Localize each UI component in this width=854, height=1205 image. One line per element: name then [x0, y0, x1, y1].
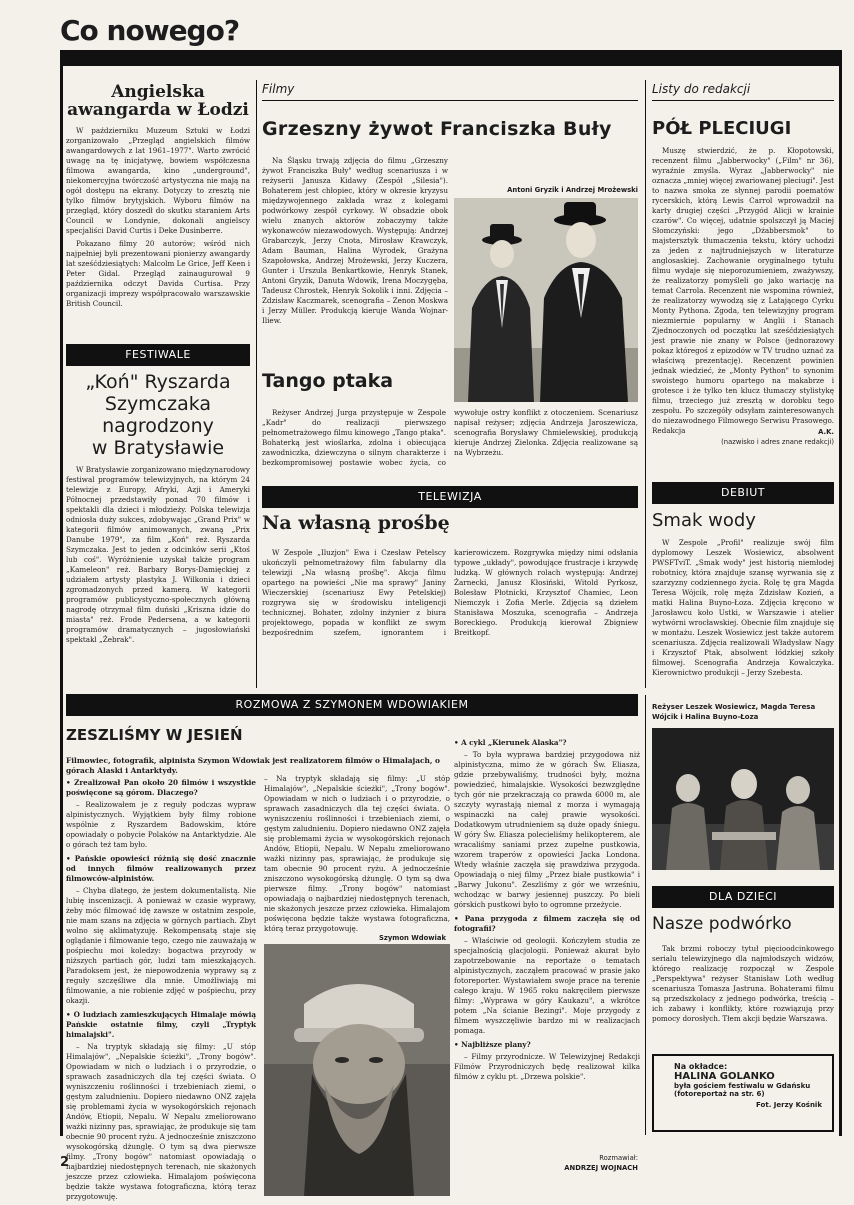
headline-smak-wody: Smak wody	[652, 510, 756, 531]
section-bar-debiut: DEBIUT	[652, 482, 834, 504]
section-bar-rozmowa: ROZMOWA Z SZYMONEM WDOWIAKIEM	[66, 694, 638, 716]
section-bar-festiwale: FESTIWALE	[66, 344, 250, 366]
headline: „Koń" Ryszarda	[85, 371, 231, 393]
letter-signature-note: (nazwisko i adres znane redakcji)	[721, 438, 834, 446]
headline-pol-pleciugi: PÓŁ PLECIUGI	[652, 118, 792, 139]
page-number: 2	[60, 1155, 70, 1170]
headline: nagrodzony	[102, 414, 214, 437]
photo-credit: Antoni Gryzik i Andrzej Mrożewski	[507, 186, 638, 194]
article-na-wlasna-prosbe-body	[262, 548, 638, 680]
headline-grzeszny-zywot: Grzeszny żywot Franciszka Buły	[262, 118, 612, 140]
headline-zeszlismy-w-jesien: ZESZLIŚMY W JESIEŃ	[66, 726, 243, 744]
paragraph: Muszę stwierdzić, że p. Kłopotowski, recenzent filmu „Jabberwocky" („Film" nr 36), wyraźnie zmyśla. Wyraz „Jabberwocky" nie oznacza „mniej więcej zwariowanej pleciugi". Jest to nazwa smoka ze słynnej parodii poematów rycerskich, którą Lewis Carrol wprowadził na karty drugiej części „Przygód Alicji w krainie czarów". Co więcej, udatnie spolszczył ją Maciej Słomczyński: jego „Dżabbersmok" to majstersztyk tłumaczenia tekstu, który uchodzi za jeden z najtrudniejszych w literaturze anglosaskiej. Zachowanie oryginalnego tytułu filmu wydaje się nieporozumieniem, zważywszy, że realizatorzy pomyśleli go jako wariację na temat Carrola. Recenzent nie wspomina również, że realizatorzy wywodzą się z Latającego Cyrku Monty Pythona. Zgoda, ten telewizyjny program niezmiernie popularny w Anglii i Stanach Zjednoczonych od początku lat sześćdziesiątych jest prawie nie znany w Polsce (jednorazowy pokaz któregoś z epizodów w TV trudno uznać za właściwą prezentację). Recenzent powinien jednak wiedzieć, że „Monty Python" to synonim swoistego humoru opartego na makabrze i grotesce i że tylko ten klucz tłumaczy stylistykę filmu, trzeciego już zresztą w dorobku tego zespołu. Po szczegóły odsyłam zainteresowanych do niezawodnego Filmowego Serwisu Prasowego. Redakcja	[652, 146, 834, 435]
section-rule	[262, 100, 638, 101]
paragraph: Na Śląsku trwają zdjęcia do filmu „Grzeszny żywot Franciszka Buły" według scenariusza i w reżyserii Janusza Kidawy (Zespół „Silesia"). Bohaterem jest chłopiec, który w okresie kryzysu międzywojennego zakłada wraz z kolegami podwórkowy zespół cyrkowy. W obsadzie obok wielu znanych aktorów zobaczymy także wykonawców niezawodowych. Występują: Andrzej Grabarczyk, Jerzy Cnota, Mirosław Krawczyk, Adam Bauman, Halina Wyrodek, Grażyna Szapołowska, Andrzej Mrożewski, Jerzy Kuczera, Gunter i Urszula Benkartkowie, Henryk Stanek, Antoni Gryzik, Danuta Wdowik, Irena Moczygęba, Tadeusz Chrostek, Henryk Sokolik i inni. Zdjęcia – Zdzisław Kaczmarek, scenografia – Zenon Moskwa i Jerzy Müller. Produkcją kieruje Wanda Wojnar-Iliew.	[262, 156, 448, 325]
interview-question: • A cykl „Kierunek Alaska"?	[454, 738, 567, 747]
paragraph: Tak brzmi roboczy tytuł pięcioodcinkowego serialu telewizyjnego dla najmłodszych widzów, którego realizację rozpoczął w Zespole „Perspektywa" reżyser Stanisław Loth według scenariusza Tomasza Jastruna. Bohaterami filmu są przedszkolacy z jednego podwórka, treścią – ich zabawy i konflikty, które rozwiązują przy pomocy dorosłych. Tłem akcji będzie Warszawa.	[652, 944, 834, 1023]
interview-answer: – Właściwie od geologii. Kończyłem studia ze specjalnością glacjologii. Ponieważ akurat było zapotrzebowanie na reportaże o tematach alpinistycznych, zacząłem pracować w prasie jako fotoreporter. Wystawiałem swoje prace na terenie całego kraju. W 1965 roku nakręciłem pierwsze filmy: „Wyprawa w góry Kaukazu", a wkrótce potem „Na ścianie Bezingi". Moje przygody z filmem wyszczęliwie bardzo mi w realizacjach pomaga.	[454, 936, 640, 1035]
paragraph: W Zespole „Profil" realizuje swój film dyplomowy Leszek Wosiewicz, absolwent PWSFTviT. „Smak wody" jest historią niemłodej robotnicy, która znajduje szansę wyrwania się z szarzyzny codziennego życia. Rolę tę gra Magda Teresa Wójcik, rolę męża Zdzisław Kozień, a matki Halina Buyno-Łoza. Zdjęcia kręcono w Jarosławcu koło Ustki, w Warszawie i atelier wytwórni wrocławskiej. Obecnie film znajduje się w montażu. Leszek Wosiewicz jest także autorem scenariusza. Zdjęcia realizowali Władysław Nagy i Krzysztof Ptak, absolwent łódzkiej szkoły filmowej. Scenografia Andrzeja Kowalczyka. Kierownictwo produkcji – Jerzy Szebesta.	[652, 538, 834, 677]
photo-actors	[454, 198, 638, 402]
article-tango-ptaka-body	[262, 408, 638, 470]
interview-answer: – Realizowałem je z reguły podczas wypraw alpinistycznych. Wyjątkiem były filmy robione wspólnie z Ryszardem Badowskim, które opowiadały o pobycie Polaków na Antarktydzie. Ale o górach też tam było.	[66, 800, 256, 849]
cover-note-label: Na okładce:	[674, 1062, 728, 1071]
masthead: Co nowego?	[60, 14, 240, 47]
headline-tango-ptaka: Tango ptaka	[262, 370, 394, 392]
headline-nasze-podworko: Nasze podwórko	[652, 914, 792, 934]
paragraph: W Zespole „Iluzjon" Ewa i Czesław Petelscy ukończyli pełnometrażowy film fabularny dla telewizji „Na własną prośbę". Akcja filmu opartego na powieści „Nie ma sprawy" Janiny Wieczerskiej (scenariusz Ewy Petelskiej) rozgrywa się w środowisku inteligencji technicznej. Bohater, zdolny inżynier z biura projektowego, popada w konflikt ze swym bezpośrednim szefem, ignorantem i karierowiczem. Rozgrywka między nimi odsłania typowe „układy", powodujące frustracje i krzywdę ludzką. W głównych rolach występują: Andrzej Żarnecki, Janusz Kłosiński, Witold Pyrkosz, Bolesław Płotnicki, Krzysztof Chamiec, Leon Niemczyk i Zofia Merle. Zdjęcia są dziełem Stanisława Moszuka, scenografia – Andrzeja Boreckiego. Produkcją kierował Zbigniew Breitkopf.	[262, 548, 638, 637]
headline-na-wlasna-prosbe: Na własną prośbę	[262, 512, 450, 534]
interview-question: • Najbliższe plany?	[454, 1040, 531, 1049]
section-bar-telewizja: TELEWIZJA	[262, 486, 638, 508]
interview-answer: – Na tryptyk składają się filmy: „U stóp Himalajów", „Nepalskie ścieżki", „Trony bogów". Opowiadam w nich o ludziach i o przyrodzie, o sprawach zasadniczych dla tej części świata. O wyniszczeniu roślinności i trzebieniach ziemi, o gęstym zaludnieniu. Dopiero niedawno ONZ zajęła się problemami życia w wysokogórskich rejonach Andów, Etiopii, Nepalu. W Nepalu zmeliorowano ważki nizinny pas, sprawiając, że produkuje się tam obecnie 90 procent ryżu. A jednocześnie zniszczono wysokogórską dżunglę. O tym są dwa pierwsze filmy. „Trony bogów" natomiast opowiadają o najbardziej niedostępnych terenach, nie skażonych jeszcze przez człowieka. Himalajom poświęcona będzie także wystawa fotograficzna, którą teraz przygotowuję.	[264, 774, 450, 933]
paragraph: W Bratysławie zorganizowano międzynarodowy festiwal programów telewizyjnych, na którym 24 telewizje z Europy, Afryki, Azji i Ameryki Północnej przedstawiły ponad 70 filmów i spektakli dla dzieci i młodzieży. Polska telewizja odniosła duży sukces, zdobywając „Grand Prix" w kategorii filmów animowanych, zwaną „Prix Danube 1979", za film „Koń" reż. Ryszarda Szymczaka. Jest to jeden z odcinków serii „Ktoś lub coś". Wyróżnienie uzyskał także program „Kameleon" reż. Barbary Borys-Damięckiej z udziałem artysty plastyka J. Wilkonia i dzieci zgromadzonych przed kamerą. W kategorii programów publicystyczno-społecznych główną nagrodę otrzymał film duński „Kriszna idzie do miasta" reż. Frode Pedersena, a w kategorii programów dramatycznych – jugosłowiański spektakl „Żebrak".	[66, 465, 250, 645]
section-label-filmy: Filmy	[262, 82, 295, 96]
interview-question: • Pańskie opowieści różnią się dość znacznie od innych filmów realizowanych przez filmowców-alpinistów.	[66, 854, 256, 883]
interviewer-label: Rozmawiał:	[599, 1154, 638, 1162]
photo-caption-smak-wody: Reżyser Leszek Wosiewicz, Magda Teresa Wójcik i Halina Buyno-Łoza	[652, 703, 816, 721]
photo-portrait-illustration	[264, 944, 450, 1196]
photo-smak-wody	[652, 728, 834, 870]
interview-answer: – Filmy przyrodnicze. W Telewizyjnej Redakcji Filmów Przyrodniczych będę realizował kilka filmów z cyklu pt. „Drzewa polskie".	[454, 1052, 640, 1081]
interview-column-1	[66, 774, 256, 1201]
interview-lead: Filmowiec, fotografik, alpinista Szymon Wdowiak jest realizatorem filmów o Himalajach, o górach Alaski i Antarktydy.	[66, 756, 440, 775]
interview-answer: – Na tryptyk składają się filmy: „U stóp Himalajów", „Nepalskie ścieżki", „Trony bogów". Opowiadam w nich o ludziach i o przyrodzie, o sprawach zasadniczych dla tej części świata. O wyniszczeniu roślinności i trzebieniach ziemi, o gęstym zaludnieniu. Dopiero niedawno ONZ zajęła się problemami życia w wysokogórskich rejonach Andów, Etiopii, Nepalu. W Nepalu zmeliorowano ważki nizinny pas, sprawiając, że produkuje się tam obecnie 90 procent ryżu. A jednocześnie zniszczono wysokogórską dżunglę. O tym są dwa pierwsze filmy. „Trony bogów" natomiast opowiadają o najbardziej niedostępnych terenach, nie skażonych jeszcze przez człowieka. Himalajom poświęcona będzie także wystawa fotograficzna, którą teraz przygotowuję.	[66, 1042, 256, 1201]
interview-question: • Pana przygoda z filmem zaczęła się od fotografii?	[454, 914, 640, 933]
article-kon-szymczaka	[66, 372, 250, 681]
cover-note-text: (fotoreportaż na str. 6)	[674, 1090, 765, 1098]
paragraph: W październiku Muzeum Sztuki w Łodzi zorganizowało „Przegląd angielskich filmów awangardowych z lat 1961–1977". Warto zwrócić uwagę na tę inicjatywę, bowiem współczesna filmowa awangarda, kino „underground", niekomercyjna twórczość artystyczna nie mają na ogół dostępu na ekrany. Dotyczy to zresztą nie tylko filmów brytyjskich. Wyboru filmów na przegląd, który doszedł do skutku staraniem Arts Council w Londynie, dokonali angielscy specjaliści David Curtis i Deke Dusinberre.	[66, 125, 250, 235]
interview-answer: – To była wyprawa bardziej przygodowa niż alpinistyczna, mimo że w górach Św. Eliasza, gdzie przebywaliśmy, trudności były, można powiedzieć, himalajskie. Wysokości bezwzględne tych gór nie przekraczają co prawda 6000 m, ale szczyty wyrastają niemal z morza i wymagają wspinaczki na całej prawie wysokości. Dodatkowym utrudnieniem są duże opady śniegu. W góry Św. Eliasza polecieliśmy helikopterem, ale wracaliśmy saniami przez zupełne pustkowia, wzorem traperów z opowieści Jacka Londona. Wtedy właśnie zaczęła się prawdziwa przygoda. Opowiadają o niej filmy „Przez białe pustkowia" i „Barwy Jukonu". Zeszliśmy z gór we wrześniu, wchodząc w barwy jesiennej puszczy. Po bieli górskich pustkowi było to ogromne przeżycie.	[454, 750, 640, 909]
frame-left-rule	[60, 66, 63, 1136]
headline: Angielska	[111, 82, 205, 102]
interview-question: • O ludziach zamieszkujących Himalaje mówią Pańskie ostatnie filmy, czyli „Tryptyk himalajski".	[66, 1010, 256, 1039]
column-rule	[645, 80, 646, 688]
column-rule	[256, 80, 257, 688]
interview-column-3	[454, 734, 640, 1174]
letter-signature: A.K.	[818, 428, 834, 436]
cover-note-name: HALINA GOLANKO	[674, 1071, 775, 1082]
article-smak-wody-body	[652, 538, 834, 688]
article-angielska-awangarda	[66, 84, 250, 318]
photo-group-illustration	[652, 728, 834, 870]
interview-question: • Zrealizował Pan około 20 filmów i wszystkie poświęcone są górom. Dlaczego?	[66, 778, 256, 797]
section-label-listy: Listy do redakcji	[652, 82, 751, 96]
section-bar-dla-dzieci: DLA DZIECI	[652, 886, 834, 908]
paragraph: Reżyser Andrzej Jurga przystępuje w Zespole „Kadr" do realizacji pierwszego pełnometrażowego filmu kinowego „Tango ptaka". Bohaterką jest wioślarka, zdolna i obiecująca zawodniczka, dziewczyna o silnym charakterze i bezkompromisowej postawie wobec życia, co wywołuje ostry konflikt z otoczeniem. Scenariusz napisał reżyser; zdjęcia Andrzeja Jaroszewicza, scenografia Borysławy Chmielewskiej, produkcją kieruje Andrzej Zielonka. Zdjęcia realizowane są na Wybrzeżu.	[262, 408, 638, 467]
frame-right-rule	[839, 66, 842, 1136]
cover-note-box	[652, 1054, 834, 1132]
photo-szymon-wdowiak	[264, 944, 450, 1196]
interview-answer: – Chyba dlatego, że jestem dokumentalistą. Nie lubię inscenizacji. A ponieważ w czasie wyprawy, żeby móc filmować idę zawsze w ostatnim zespole, nie mam szans na zdjęcia w górnych partiach. Zbyt wolno się aklimatyzuję. Rekompensatą staje się oglądanie i filmowanie tego, czego nie zauważają w pośpiechu moi koledzy: bogactwa przyrody w niższych partiach gór, ludzi tam mieszkających. Paradoksem jest, że niepowodzenia wyprawy są z reguły szczęśliwe dla mnie. Umożliwiają mi filmowanie, a nie robienie zdjęć w pośpiechu, przy okazji.	[66, 886, 256, 1005]
top-rule	[60, 50, 842, 66]
cover-note-text: była gościem festiwalu w Gdańsku	[674, 1082, 811, 1090]
paragraph: Pokazano filmy 20 autorów; wśród nich najpełniej byli prezentowani pionierzy awangardy lat sześćdziesiątych: Malcolm Le Grice, Jeff Keen i Peter Gidal. Przegląd zainaugurował 9 października odczyt Davida Curtisa. Przy organizacji imprezy współpracowało warszawskie British Council.	[66, 238, 250, 308]
interview-column-2	[264, 774, 450, 932]
headline: Szymczaka	[104, 392, 212, 415]
interviewer-name: ANDRZEJ WOJNACH	[564, 1164, 638, 1172]
article-grzeszny-zywot-body	[262, 156, 448, 364]
photo-credit: Szymon Wdowiak	[379, 934, 446, 942]
headline: awangarda w Łodzi	[67, 99, 249, 120]
cover-note-credit: Fot. Jerzy Kośnik	[756, 1101, 822, 1109]
article-nasze-podworko-body	[652, 944, 834, 1034]
headline: w Bratysławie	[91, 436, 225, 459]
column-rule	[645, 695, 646, 1135]
article-pol-pleciugi-body	[652, 146, 834, 435]
photo-actors-illustration	[454, 198, 638, 402]
section-rule	[652, 100, 834, 101]
